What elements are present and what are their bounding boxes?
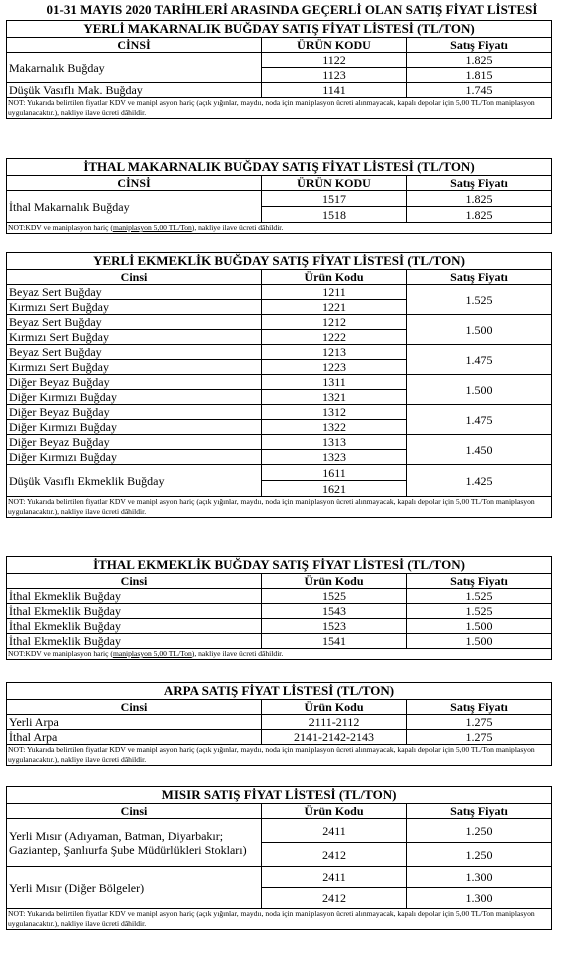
arpa-table bbox=[6, 682, 551, 766]
product-code: 1541 bbox=[262, 634, 407, 649]
col-header-cinsi: CİNSİ bbox=[7, 176, 262, 191]
product-code: 1543 bbox=[262, 604, 407, 619]
product-code: 1223 bbox=[262, 360, 407, 375]
col-header-fiyat: Satış Fiyatı bbox=[407, 700, 552, 715]
product-name: Düşük Vasıflı Ekmeklik Buğday bbox=[7, 465, 262, 497]
section-title: MISIR SATIŞ FİYAT LİSTESİ (TL/TON) bbox=[7, 787, 552, 804]
product-price: 1.275 bbox=[407, 715, 552, 730]
product-price: 1.525 bbox=[407, 589, 552, 604]
product-code: 1525 bbox=[262, 589, 407, 604]
misir-table bbox=[6, 786, 551, 930]
note: NOT:KDV ve maniplasyon hariç (maniplasyon 5,00 TL/Ton), nakliye ilave ücreti dâhildir. bbox=[7, 649, 552, 660]
product-price: 1.825 bbox=[407, 191, 552, 207]
product-name: Diğer Beyaz Buğday bbox=[7, 435, 262, 450]
product-name: Beyaz Sert Buğday bbox=[7, 285, 262, 300]
product-name: Kırmızı Sert Buğday bbox=[7, 360, 262, 375]
note: NOT: Yukarıda belirtilen fiyatlar KDV ve manipl asyon hariç (açık yığınlar, maydıı, noda için maniplasyon ücreti alınmayacak, kapalı depolar için 5,00 TL/Ton maniplasyon uygulanacaktır.), nakliye ilave ücreti dâhildir. bbox=[7, 909, 552, 930]
product-code: 1211 bbox=[262, 285, 407, 300]
yerli-ekmeklik-table bbox=[6, 252, 551, 518]
page-title: 01-31 MAYIS 2020 TARİHLERİ ARASINDA GEÇERLİ OLAN SATIŞ FİYAT LİSTESİ bbox=[46, 2, 538, 17]
product-name: Yerli Mısır (Diğer Bölgeler) bbox=[7, 867, 262, 909]
product-name: Diğer Kırmızı Buğday bbox=[7, 390, 262, 405]
product-code: 1122 bbox=[262, 53, 407, 68]
product-code: 1518 bbox=[262, 207, 407, 223]
product-name: İthal Ekmeklik Buğday bbox=[7, 619, 262, 634]
col-header-kod: Ürün Kodu bbox=[262, 270, 407, 285]
col-header-cinsi: Cinsi bbox=[7, 700, 262, 715]
col-header-cinsi: Cinsi bbox=[7, 574, 262, 589]
product-price: 1.475 bbox=[407, 405, 552, 435]
product-price: 1.425 bbox=[407, 465, 552, 497]
product-price: 1.275 bbox=[407, 730, 552, 745]
product-name: İthal Makarnalık Buğday bbox=[7, 191, 262, 223]
col-header-kod: Ürün Kodu bbox=[262, 804, 407, 819]
col-header-fiyat: Satış Fiyatı bbox=[407, 270, 552, 285]
note: NOT:KDV ve maniplasyon hariç (maniplasyon 5,00 TL/Ton), nakliye ilave ücreti dâhildir. bbox=[7, 223, 552, 234]
product-code: 1517 bbox=[262, 191, 407, 207]
product-name: Yerli Arpa bbox=[7, 715, 262, 730]
product-name: Diğer Kırmızı Buğday bbox=[7, 420, 262, 435]
col-header-cinsi: CİNSİ bbox=[7, 38, 262, 53]
product-price: 1.825 bbox=[407, 207, 552, 223]
product-code: 1311 bbox=[262, 375, 407, 390]
product-code: 2411 bbox=[262, 819, 407, 843]
col-header-kod: ÜRÜN KODU bbox=[262, 176, 407, 191]
product-code: 1321 bbox=[262, 390, 407, 405]
note: NOT: Yukarıda belirtilen fiyatlar KDV ve manipl asyon hariç (açık yığınlar, maydıı, noda için maniplasyon ücreti alınmayacak, kapalı depolar için 5,00 TL/Ton maniplasyon uygulanacaktır.), nakliye ilave ücreti dâhildir. bbox=[7, 98, 552, 119]
product-code: 2141-2142-2143 bbox=[262, 730, 407, 745]
product-code: 1123 bbox=[262, 68, 407, 83]
col-header-fiyat: Satış Fiyatı bbox=[407, 176, 552, 191]
product-name: İthal Ekmeklik Buğday bbox=[7, 604, 262, 619]
product-price: 1.300 bbox=[407, 888, 552, 909]
col-header-kod: Ürün Kodu bbox=[262, 574, 407, 589]
product-price: 1.450 bbox=[407, 435, 552, 465]
product-code: 1222 bbox=[262, 330, 407, 345]
product-code: 1323 bbox=[262, 450, 407, 465]
product-code: 1523 bbox=[262, 619, 407, 634]
product-name: Diğer Kırmızı Buğday bbox=[7, 450, 262, 465]
product-price: 1.815 bbox=[407, 68, 552, 83]
product-code: 1322 bbox=[262, 420, 407, 435]
section-title: YERLİ MAKARNALIK BUĞDAY SATIŞ FİYAT LİSTESİ (TL/TON) bbox=[7, 21, 552, 38]
col-header-fiyat: Satış Fiyatı bbox=[407, 804, 552, 819]
col-header-fiyat: Satış Fiyatı bbox=[407, 38, 552, 53]
product-code: 1611 bbox=[262, 465, 407, 481]
product-price: 1.500 bbox=[407, 619, 552, 634]
product-name: İthal Ekmeklik Buğday bbox=[7, 634, 262, 649]
col-header-kod: ÜRÜN KODU bbox=[262, 38, 407, 53]
yerli-makarnalik-table bbox=[6, 20, 551, 119]
product-price: 1.500 bbox=[407, 375, 552, 405]
section-title: İTHAL EKMEKLİK BUĞDAY SATIŞ FİYAT LİSTESİ (TL/TON) bbox=[7, 557, 552, 574]
product-price: 1.525 bbox=[407, 604, 552, 619]
product-price: 1.500 bbox=[407, 634, 552, 649]
col-header-cinsi: Cinsi bbox=[7, 270, 262, 285]
section-title: İTHAL MAKARNALIK BUĞDAY SATIŞ FİYAT LİSTESİ (TL/TON) bbox=[7, 159, 552, 176]
ithal-makarnalik-table bbox=[6, 158, 551, 234]
note: NOT: Yukarıda belirtilen fiyatlar KDV ve manipl asyon hariç (açık yığınlar, maydıı, noda için maniplasyon ücreti alınmayacak, kapalı depolar için 5,00 TL/Ton maniplasyon uygulanacaktır.), nakliye ilave ücreti dâhildir. bbox=[7, 745, 552, 766]
note: NOT: Yukarıda belirtilen fiyatlar KDV ve manipl asyon hariç (açık yığınlar, maydıı, noda için maniplasyon ücreti alınmayacak, kapalı depolar için 5,00 TL/Ton maniplasyon uygulanacaktır.), nakliye ilave ücreti dâhildir. bbox=[7, 497, 552, 518]
product-name: Makarnalık Buğday bbox=[7, 53, 262, 83]
product-code: 1213 bbox=[262, 345, 407, 360]
product-name: İthal Arpa bbox=[7, 730, 262, 745]
product-name: İthal Ekmeklik Buğday bbox=[7, 589, 262, 604]
product-code: 2412 bbox=[262, 843, 407, 867]
col-header-fiyat: Satış Fiyatı bbox=[407, 574, 552, 589]
section-title: YERLİ EKMEKLİK BUĞDAY SATIŞ FİYAT LİSTESİ (TL/TON) bbox=[7, 253, 552, 270]
product-name: Düşük Vasıflı Mak. Buğday bbox=[7, 83, 262, 98]
product-code: 1221 bbox=[262, 300, 407, 315]
product-price: 1.475 bbox=[407, 345, 552, 375]
section-title: ARPA SATIŞ FİYAT LİSTESİ (TL/TON) bbox=[7, 683, 552, 700]
product-code: 1621 bbox=[262, 481, 407, 497]
product-price: 1.525 bbox=[407, 285, 552, 315]
product-price: 1.745 bbox=[407, 83, 552, 98]
product-name: Yerli Mısır (Adıyaman, Batman, Diyarbakır; Gaziantep, Şanlıurfa Şube Müdürlükleri Stokları) bbox=[7, 819, 262, 867]
product-code: 2111-2112 bbox=[262, 715, 407, 730]
product-price: 1.250 bbox=[407, 819, 552, 843]
product-name: Diğer Beyaz Buğday bbox=[7, 375, 262, 390]
product-code: 2412 bbox=[262, 888, 407, 909]
product-price: 1.300 bbox=[407, 867, 552, 888]
product-code: 1313 bbox=[262, 435, 407, 450]
product-code: 1312 bbox=[262, 405, 407, 420]
product-name: Diğer Beyaz Buğday bbox=[7, 405, 262, 420]
col-header-cinsi: Cinsi bbox=[7, 804, 262, 819]
product-name: Beyaz Sert Buğday bbox=[7, 315, 262, 330]
product-code: 1141 bbox=[262, 83, 407, 98]
col-header-kod: Ürün Kodu bbox=[262, 700, 407, 715]
product-name: Kırmızı Sert Buğday bbox=[7, 300, 262, 315]
product-name: Kırmızı Sert Buğday bbox=[7, 330, 262, 345]
product-price: 1.825 bbox=[407, 53, 552, 68]
product-code: 1212 bbox=[262, 315, 407, 330]
ithal-ekmeklik-table bbox=[6, 556, 551, 660]
product-price: 1.250 bbox=[407, 843, 552, 867]
product-price: 1.500 bbox=[407, 315, 552, 345]
product-code: 2411 bbox=[262, 867, 407, 888]
product-name: Beyaz Sert Buğday bbox=[7, 345, 262, 360]
